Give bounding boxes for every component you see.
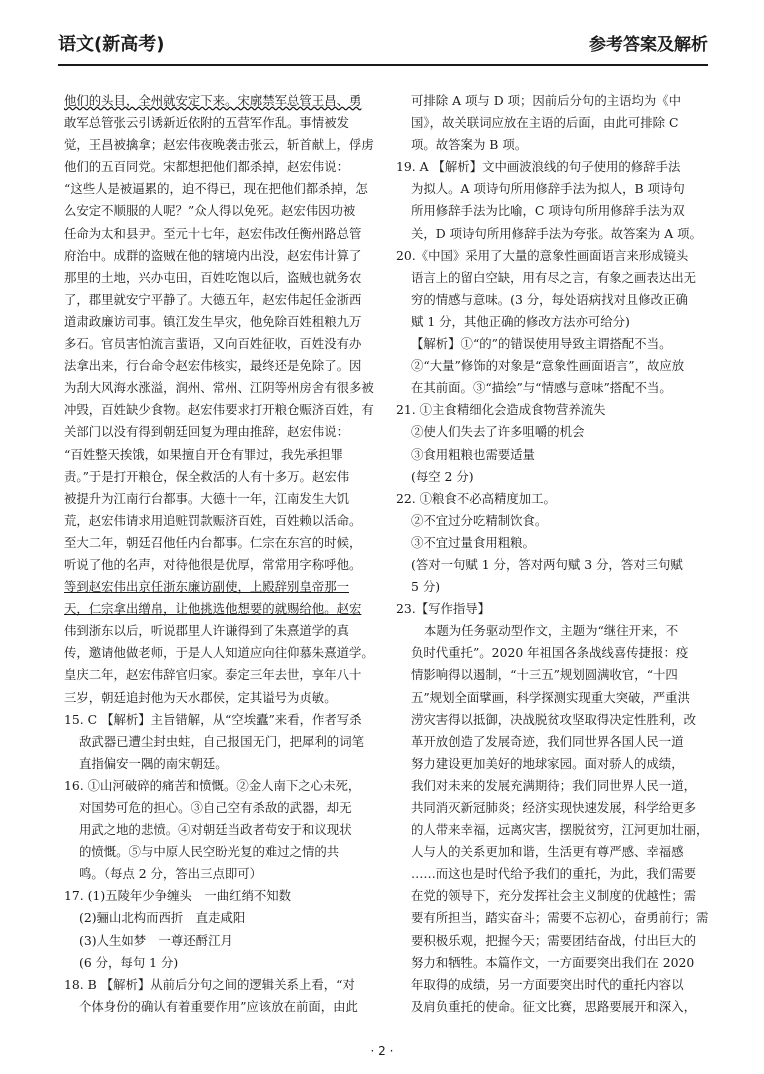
translation-line: 道肃政廉访司事。镇江发生旱灾，他免除百姓租粮九万 <box>64 313 362 329</box>
translation-line: 府治中。成群的盗贼在他的辖境内出没，赵宏伟计算了 <box>64 247 362 263</box>
answer-18-cont: 可排除 A 项与 D 项；因前后分句的主语均为《中 <box>411 93 682 108</box>
translation-line: 他们的五百同党。宋都想把他们都杀掉，赵宏伟说： <box>64 159 349 175</box>
writing-guide-line: 共同消灭新冠肺炎；经济实现快速发展，科学给更多 <box>411 800 696 815</box>
answer-22-cont: (答对一句赋 1 分，答对两句赋 3 分，答对三句赋 <box>411 556 683 572</box>
translation-line: 觉，王昌被擒拿；赵宏伟夜晚袭击张云，斩首献上，俘虏 <box>64 137 374 153</box>
writing-guide-line: 努力建设更加美好的地球家园。面对骄人的成绩， <box>411 755 684 771</box>
translation-line: 了，郡里就安宁平静了。大德五年，赵宏伟起任金浙西 <box>64 291 362 307</box>
subject-title: 语文(新高考) <box>58 34 165 55</box>
answer-21-cont: ③食用粗粮也需要适量 <box>411 446 535 462</box>
answer-21: 21. ①主食精细化会造成食物营养流失 <box>396 402 606 418</box>
translation-line: 那里的土地，兴办屯田，百姓吃饱以后，盗贼也就务农 <box>64 269 362 285</box>
translation-line: 为刮大风海水涨溢，润州、常州、江阴等州房舍有很多被 <box>64 380 374 396</box>
writing-guide-line: 我们对未来的发展充满期待；我们同世界人民一道， <box>411 777 696 793</box>
answer-15-cont: 敌武器已遭尘封虫蛀，自己报国无门，把犀利的词笔 <box>79 733 364 749</box>
answer-16-cont: 对国势可危的担心。③自己空有杀敌的武器，却无 <box>79 800 352 815</box>
writing-guide-line: 要有所担当，踏实奋斗；需要不忘初心，奋勇前行；需 <box>411 910 709 926</box>
writing-guide-line: 的人带来幸福，远离灾害，摆脱贫穷，江河更加壮丽， <box>411 822 709 838</box>
answer-19-cont: 为拟人。A 项诗句所用修辞手法为拟人，B 项诗句 <box>411 181 685 197</box>
translation-line: 荒，赵宏伟请求用追赃罚款赈济百姓，百姓赖以活命。 <box>64 512 362 528</box>
answer-15-cont: 直指偏安一隅的南宋朝廷。 <box>79 755 228 771</box>
writing-guide-line: 努力和牺牲。本篇作文，一方面要突出我们在 2020 <box>411 954 695 970</box>
answer-21-cont: ②使人们失去了许多咀嚼的机会 <box>411 424 585 440</box>
writing-guide-line: 要积极乐观，把握今天；需要团结奋战，付出巨大的 <box>411 932 696 948</box>
translation-line: 天，仁宗拿出缯帛，让他挑选他想要的就赐给他。赵宏 <box>64 601 362 617</box>
left-column <box>64 90 382 1018</box>
writing-guide-line: 革开放创造了发展奇迹，我们同世界各国人民一道 <box>411 733 684 749</box>
translation-line: 任命为太和县尹。至元十七年，赵宏伟改任衡州路总管 <box>64 225 362 241</box>
answer-17-cont: (6 分，每句 1 分) <box>79 954 179 970</box>
answer-20-cont: 穷的情感与意味。(3 分，每处语病找对且修改正确 <box>411 291 688 307</box>
answer-23-title: 23.【写作指导】 <box>396 601 491 617</box>
writing-guide-line: 在党的领导下，充分发挥社会主义制度的优越性；需 <box>411 888 696 904</box>
answer-16-cont: 的愤慨。⑤与中原人民空盼光复的难过之情的共 <box>79 844 340 860</box>
answer-16-cont: 用武之地的悲愤。④对朝廷当政者苟安于和议现状 <box>79 822 352 838</box>
answer-20-cont: 语言上的留白空缺，用有尽之言，有象之画表达出无 <box>411 269 696 285</box>
answer-20-analysis: 【解析】①“的”的错误使用导致主谓搭配不当。 <box>411 336 672 352</box>
translation-line: 听说了他的名声，对待他很是优厚，常常用字称呼他。 <box>64 556 362 572</box>
answer-20-analysis: ②“大量”修饰的对象是“意象性画面语言”，故应放 <box>411 358 685 374</box>
section-title: 参考答案及解析 <box>589 35 708 55</box>
answer-18-cont: 项。故答案为 B 项。 <box>411 137 528 153</box>
answer-16-cont: 鸣。（每点 2 分，答出三点即可） <box>79 866 263 882</box>
writing-guide-line: ……而这也是时代给予我们的重托，为此，我们需要 <box>411 866 696 882</box>
answer-17: 17. (1)五陵年少争缠头 一曲红绡不知数 <box>64 888 292 904</box>
answer-17-cont: (3)人生如梦 一尊还酹江月 <box>79 932 233 948</box>
answer-21-cont: (每空 2 分) <box>411 468 474 484</box>
translation-line: 传，邀请他做老师，于是人人知道应向往仰慕朱熹道学。 <box>64 645 374 661</box>
translation-line: 他们的头目，全州就安定下来。宋廓禁军总管王昌、勇 <box>64 93 362 108</box>
translation-line: 关部门以没有得到朝廷回复为理由推辞，赵宏伟说： <box>64 424 349 440</box>
answer-22-cont: ②不宜过分吃精制饮食。 <box>411 512 548 528</box>
translation-line: “这些人是被逼累的，迫不得已，现在把他们都杀掉，怎 <box>64 181 368 197</box>
translation-line: 敢军总管张云引诱新近依附的五营军作乱。事情被发 <box>64 115 349 131</box>
writing-guide-line: 情影响得以遏制，“十三五”规划圆满收官，“十四 <box>411 667 678 683</box>
translation-line: 多石。官员害怕流言蜚语，又向百姓征收，百姓没有办 <box>64 336 362 352</box>
writing-guide-line: 五”规划全面擘画，科学探测实现重大突破，严重洪 <box>411 689 690 705</box>
translation-line: 至大二年，朝廷召他任内台都事。仁宗在东宫的时候， <box>64 534 362 550</box>
translation-line: “百姓整天挨饿，如果擅自开仓有罪过，我先承担罪 <box>64 446 343 462</box>
writing-guide-line: 人与人的关系更加和谐，生活更有尊严感、幸福感 <box>411 844 684 860</box>
answer-18: 18. B 【解析】从前后分句之间的逻辑关系上看，“对 <box>64 976 355 992</box>
writing-guide-line: 涝灾害得以抵御，决战脱贫攻坚取得决定性胜利，改 <box>411 711 696 727</box>
writing-guide-line: 负时代重托”。2020 年祖国各条战线喜传捷报：疫 <box>411 645 689 661</box>
translation-line: 责。”于是打开粮仓，保全救活的人有十多万。赵宏伟 <box>64 468 350 484</box>
translation-line: 等到赵宏伟出京任浙东廉访副使，上殿辞别皇帝那一 <box>64 579 349 595</box>
answer-16: 16. ①山河破碎的痛苦和愤慨。②金人南下之心未死， <box>64 777 361 793</box>
answer-19-cont: 所用修辞手法为比喻，C 项诗句所用修辞手法为双 <box>411 203 685 219</box>
answer-18-cont: 个体身份的确认有着重要作用”应该放在前面，由此 <box>79 998 358 1014</box>
translation-line: 被提升为江南行台都事。大德十一年，江南发生大饥 <box>64 490 349 506</box>
answer-15: 15. C 【解析】主旨错解，从“空埃蠹”来看，作者写杀 <box>64 711 362 727</box>
translation-line: 三岁，朝廷追封他为天水郡侯，定其谥号为贞敏。 <box>64 689 337 705</box>
writing-guide-line: 本题为任务驱动型作文，主题为“继往开来，不 <box>424 623 679 639</box>
answer-22-cont: 5 分) <box>411 579 441 595</box>
answer-18-cont: 国》，故关联词应放在主语的后面，由此可排除 C <box>411 115 679 131</box>
answer-19-cont: 关，D 项诗句所用修辞手法为夸张。故答案为 A 项。 <box>411 225 702 241</box>
answer-20-analysis: 在其前面。③“描绘”与“情感与意味”搭配不当。 <box>411 380 672 396</box>
translation-line: 法拿出来，行台命令赵宏伟核实，最终还是免除了。因 <box>64 358 362 374</box>
page-number: · 2 · <box>370 1044 394 1058</box>
answer-20-cont: 赋 1 分，其他正确的修改方法亦可给分) <box>411 313 630 329</box>
writing-guide-line: 年取得的成绩，另一方面要突出时代的重托内容以 <box>411 976 684 992</box>
translation-line: 冲毁，百姓缺少食物。赵宏伟要求打开粮仓赈济百姓，有 <box>64 402 374 418</box>
page-header <box>58 28 708 66</box>
answer-19: 19. A 【解析】文中画波浪线的句子使用的修辞手法 <box>396 159 681 175</box>
translation-line: 么安定不顺服的人呢？”众人得以免死。赵宏伟因功被 <box>64 203 356 219</box>
answer-22-cont: ③不宜过量食用粗粮。 <box>411 534 535 550</box>
translation-line: 伟到浙东以后，听说郡里人许谦得到了朱熹道学的真 <box>64 623 349 639</box>
answer-17-cont: (2)骊山北构而西折 直走咸阳 <box>79 910 246 926</box>
answer-22: 22. ①粮食不必高精度加工。 <box>396 490 556 506</box>
right-column <box>396 90 714 1018</box>
translation-line: 皇庆二年，赵宏伟辞官归家。泰定三年去世，享年八十 <box>64 667 362 683</box>
writing-guide-line: 及肩负重托的使命。征文比赛，思路要展开和深入， <box>411 998 696 1014</box>
answer-20: 20.《中国》采用了大量的意象性画面语言来形成镜头 <box>396 247 689 263</box>
